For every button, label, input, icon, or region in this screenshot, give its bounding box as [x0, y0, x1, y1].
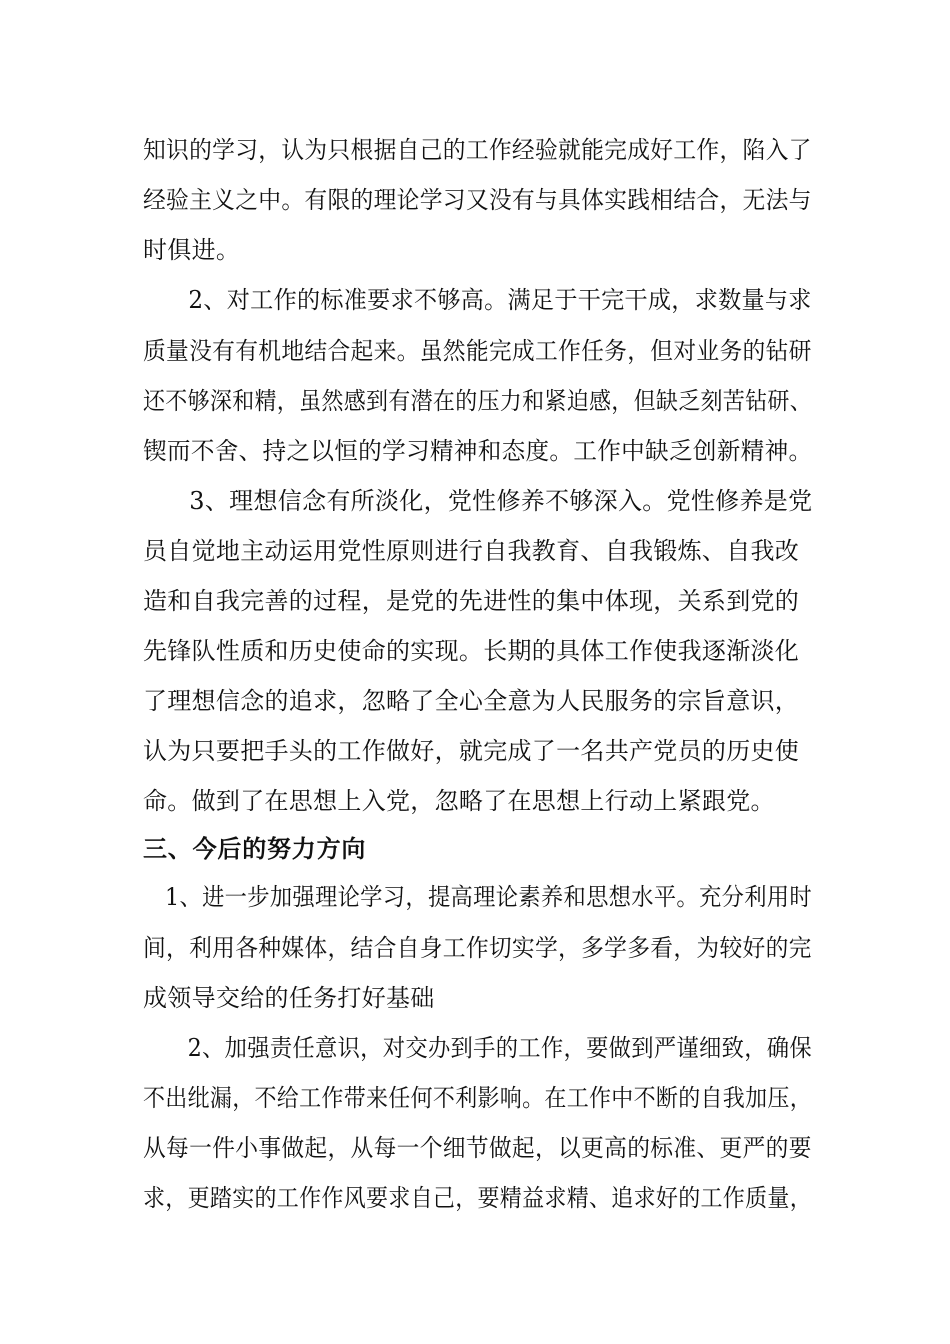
text-line: 不出纰漏，不给工作带来任何不利影响。在工作中不断的自我加压，	[143, 1084, 813, 1112]
text-line: 员自觉地主动运用党性原则进行自我教育、自我锻炼、自我改	[143, 537, 800, 565]
text-line: 3、理想信念有所淡化，党性修养不够深入。党性修养是党	[165, 487, 813, 515]
text-line: 求，更踏实的工作作风要求自己，要精益求精、追求好的工作质量，	[143, 1184, 813, 1212]
text-line: 2、对工作的标准要求不够高。满足于干完干成，求数量与求	[165, 286, 812, 314]
text-line: 先锋队性质和历史使命的实现。长期的具体工作使我逐渐淡化	[143, 637, 800, 665]
text-line: 命。做到了在思想上入党，忽略了在思想上行动上紧跟党。	[143, 787, 775, 815]
text-line: 造和自我完善的过程，是党的先进性的集中体现，关系到党的	[143, 587, 800, 615]
text-line: 经验主义之中。有限的理论学习又没有与具体实践相结合，无法与	[143, 186, 812, 214]
section-heading: 三、今后的努力方向	[143, 835, 367, 863]
text-line: 了理想信念的追求，忽略了全心全意为人民服务的宗旨意识，	[143, 687, 800, 715]
text-line: 成领导交给的任务打好基础	[143, 984, 435, 1012]
text-line: 认为只要把手头的工作做好，就完成了一名共产党员的历史使	[143, 737, 800, 765]
text-line: 从每一件小事做起，从每一个细节做起，以更高的标准、更严的要	[143, 1134, 812, 1162]
text-line: 锲而不舍、持之以恒的学习精神和态度。工作中缺乏创新精神。	[143, 437, 813, 465]
text-line: 时俱进。	[143, 236, 241, 264]
text-line: 质量没有有机地结合起来。虽然能完成工作任务，但对业务的钻研	[143, 337, 812, 365]
text-line: 1、进一步加强理论学习，提高理论素养和思想水平。充分利用时	[165, 883, 812, 911]
text-line: 2、加强责任意识，对交办到手的工作，要做到严谨细致，确保	[165, 1034, 812, 1062]
text-line: 还不够深和精，虽然感到有潜在的压力和紧迫感，但缺乏刻苦钻研、	[143, 387, 813, 415]
text-line: 间，利用各种媒体，结合自身工作切实学，多学多看，为较好的完	[143, 934, 812, 962]
text-line: 知识的学习，认为只根据自己的工作经验就能完成好工作，陷入了	[143, 136, 812, 164]
